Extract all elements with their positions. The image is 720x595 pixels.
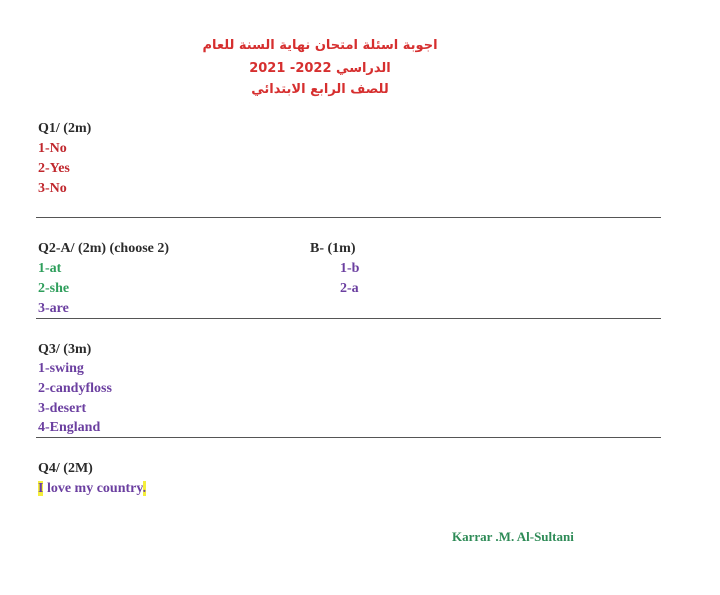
q1-answer-2: 2-Yes — [38, 161, 70, 176]
q2b-answer-1: 1-b — [340, 261, 360, 276]
q3-answer-3: 3-desert — [38, 401, 87, 416]
q2a-title: Q2-A/ (2m) (choose 2) — [38, 241, 170, 256]
q3-answer-1: 1-swing — [38, 361, 84, 376]
divider-2 — [36, 318, 661, 319]
q1-answer-1: 1-No — [38, 141, 67, 156]
q1-title: Q1/ (2m) — [38, 121, 92, 136]
q4-title: Q4/ (2M) — [38, 461, 93, 476]
header-line-1: اجوبة اسئلة امتحان نهاية السنة للعام — [202, 38, 438, 53]
q4-answer — [38, 481, 146, 497]
header-line-3: للصف الرابع الابتدائي — [251, 82, 389, 97]
q2a-answer-1: 1-at — [38, 261, 62, 276]
q2a-answer-2: 2-she — [38, 281, 70, 296]
q1-answer-3: 3-No — [38, 181, 67, 196]
q2a-answer-3: 3-are — [38, 301, 69, 316]
divider-3 — [36, 437, 661, 438]
divider-1 — [36, 217, 661, 218]
q4-answer-end-highlight: . — [142, 481, 147, 496]
q2b-answer-2: 2-a — [340, 281, 359, 296]
q3-title: Q3/ (3m) — [38, 342, 92, 357]
q2b-title: B- (1m) — [310, 241, 356, 256]
q3-answer-4: 4-England — [38, 420, 101, 435]
author-signature: Karrar .M. Al-Sultani — [452, 529, 574, 544]
q3-answer-2: 2-candyfloss — [38, 381, 112, 396]
header-line-2: الدراسي 2022- 2021 — [249, 61, 391, 76]
q4-answer-text: love my country — [43, 481, 143, 496]
q4-answer-first-highlight: I — [38, 481, 44, 496]
